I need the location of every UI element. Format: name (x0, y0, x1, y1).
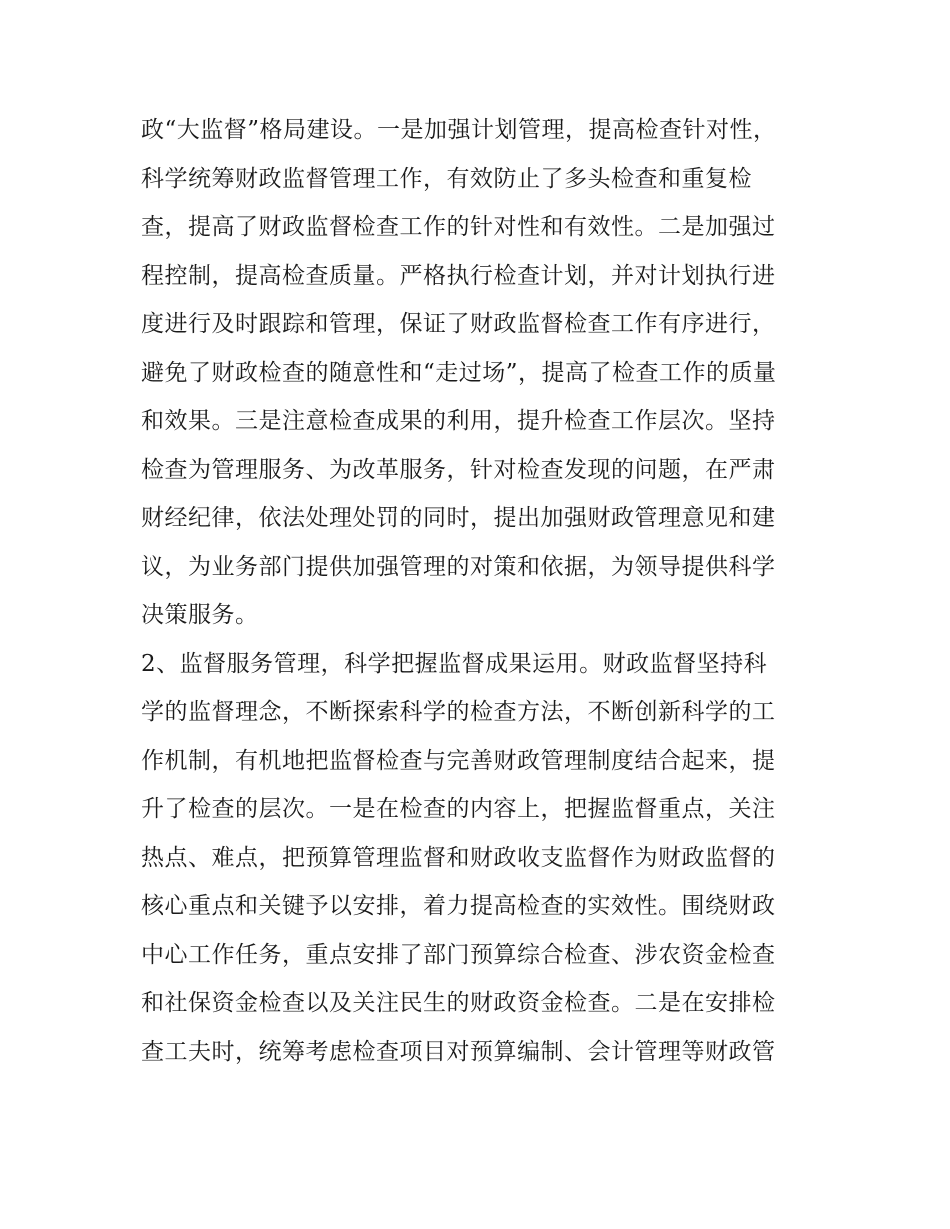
text-line: 度进行及时跟踪和管理，保证了财政监督检查工作有序进行， (141, 311, 776, 337)
body-text (141, 106, 821, 1076)
text-line: 2、监督服务管理，科学把握监督成果运用。财政监督坚持科 (141, 650, 768, 677)
text-line: 程控制，提高检查质量。严格执行检查计划，并对计划执行进 (141, 262, 776, 289)
text-line: 查，提高了财政监督检查工作的针对性和有效性。二是加强过 (141, 214, 776, 240)
text-line: 避免了财政检查的随意性和“走过场”，提高了检查工作的质量 (141, 359, 777, 386)
text-line: 检查为管理服务、为改革服务，针对检查发现的问题，在严肃 (141, 456, 776, 483)
text-line: 科学统筹财政监督管理工作，有效防止了多头检查和重复检 (141, 165, 752, 192)
text-line: 作机制，有机地把监督检查与完善财政管理制度结合起来，提 (141, 747, 776, 774)
text-line: 查工夫时，统筹考虑检查项目对预算编制、会计管理等财政管 (141, 1038, 776, 1065)
text-line: 决策服务。 (141, 602, 259, 628)
text-line: 财经纪律，依法处理处罚的同时，提出加强财政管理意见和建 (141, 505, 776, 531)
text-line: 升了检查的层次。一是在检查的内容上，把握监督重点，关注 (141, 796, 776, 822)
text-line: 中心工作任务，重点安排了部门预算综合检查、涉农资金检查 (141, 941, 776, 968)
text-line: 学的监督理念，不断探索科学的检查方法，不断创新科学的工 (141, 699, 776, 725)
text-line: 政“大监督”格局建设。一是加强计划管理，提高检查针对性， (141, 117, 777, 143)
text-line: 核心重点和关键予以安排，着力提高检查的实效性。围绕财政 (141, 893, 776, 919)
text-line: 议，为业务部门提供加强管理的对策和依据，为领导提供科学 (141, 553, 776, 580)
text-line: 和效果。三是注意检查成果的利用，提升检查工作层次。坚持 (141, 408, 776, 434)
text-line: 和社保资金检查以及关注民生的财政资金检查。二是在安排检 (141, 990, 776, 1016)
text-line: 热点、难点，把预算管理监督和财政收支监督作为财政监督的 (141, 844, 776, 871)
